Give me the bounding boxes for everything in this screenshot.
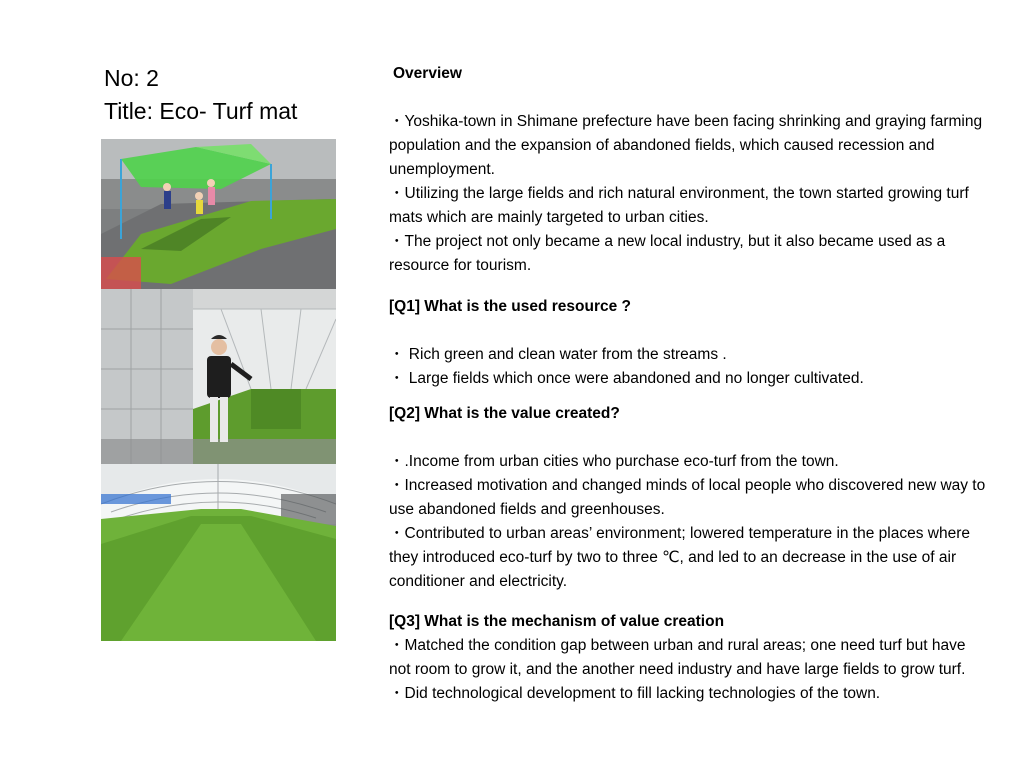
greenhouse-man-photo <box>101 289 336 464</box>
greenhouse-turf-interior-photo <box>101 464 336 641</box>
photo-column <box>101 139 336 641</box>
overview-bullet-2: ・Utilizing the large fields and rich natural environment, the town started growing turf mats which are mainly targeted to urban cities. <box>389 185 969 226</box>
q3-bullet-1: ・Matched the condition gap between urban and rural areas; one need turf but have not room to grow it, and the another need industry and have large fields to grow turf. <box>389 637 966 678</box>
q3-section <box>389 610 989 706</box>
q1-bullet-2: ・ Large fields which once were abandoned and no longer cultivated. <box>389 370 864 387</box>
slide-number: No: 2 <box>104 65 159 91</box>
slide-title: Title: Eco- Turf mat <box>104 98 298 124</box>
q2-bullet-2: ・Increased motivation and changed minds of local people who discovered new way to use abandoned fields and greenhouses. <box>389 477 986 518</box>
overview-heading: Overview <box>393 65 462 82</box>
turf-field-with-children-photo <box>101 139 336 289</box>
q1-heading: [Q1] What is the used resource ? <box>389 298 632 315</box>
q1-section <box>389 295 989 391</box>
overview-bullet-3: ・The project not only became a new local industry, but it also became used as a resource for tourism. <box>389 233 946 274</box>
q2-bullet-3: ・Contributed to urban areas’ environment; lowered temperature in the places where they introduced eco-turf by two to three ℃, and led to an decrease in the use of air conditioner and electricity. <box>389 525 970 590</box>
q3-heading: [Q3] What is the mechanism of value creation <box>389 613 725 630</box>
overview-bullet-1: ・Yoshika-town in Shimane prefecture have been facing shrinking and graying farming population and the expansion of abandoned fields, which caused recession and unemployment. <box>389 113 983 178</box>
q2-section <box>389 402 989 594</box>
slide-title-block <box>104 62 297 128</box>
overview-section <box>389 62 989 278</box>
q1-bullet-1: ・ Rich green and clean water from the streams . <box>389 346 727 363</box>
q2-heading: [Q2] What is the value created? <box>389 405 620 422</box>
q3-bullet-2: ・Did technological development to fill lacking technologies of the town. <box>389 685 881 702</box>
q2-bullet-1: ・.Income from urban cities who purchase eco-turf from the town. <box>389 453 839 470</box>
